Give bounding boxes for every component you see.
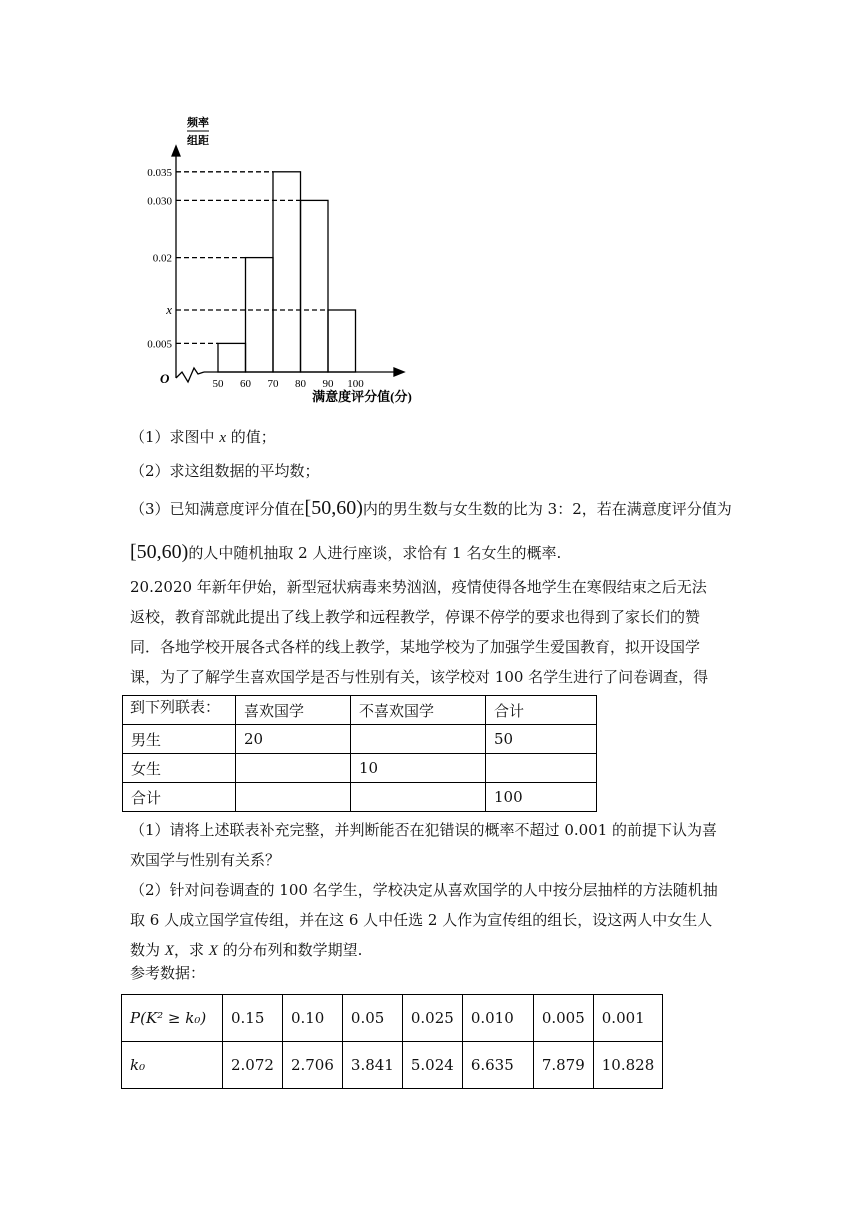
table-cell: [486, 754, 597, 783]
chart-origin-label: O: [160, 371, 170, 386]
table-cell: 50: [486, 725, 597, 754]
table-cell: 不喜欢国学: [351, 696, 486, 725]
table-cell: 0.010: [462, 995, 533, 1042]
table-cell: 7.879: [533, 1042, 593, 1089]
x-axis-arrow: [394, 368, 404, 376]
table-row: [123, 783, 597, 812]
table-header-row: [123, 696, 597, 725]
table-cell: 合计: [486, 696, 597, 725]
interval-50-60: [50,60): [304, 497, 363, 519]
table-cell: 2.072: [223, 1042, 283, 1089]
y-tick-label: 0.030: [147, 195, 172, 208]
table-cell: 6.635: [462, 1042, 533, 1089]
q20-intro: 20.2020 年新年伊始，新型冠状病毒来势汹汹，疫情使得各地学生在寒假结束之后无法返校，教育部就此提出了线上教学和远程教学，停课不停学的要求也得到了家长们的赞同．各地学校开展各式各样的线上教学，某地学校为了加强学生爱国教育，拟开设国学课，为了了解学生喜欢国学是否与性别有关，该学校对 100 名学生进行了问卷调查，得到下列联表：: [130, 578, 709, 716]
y-tick-label: 0.005: [147, 338, 172, 351]
x-tick-label: 80: [295, 378, 306, 390]
interval-50-60: [50,60): [130, 541, 189, 563]
table-cell: 女生: [123, 754, 236, 783]
table-row-label: P(K² ≥ k₀): [122, 995, 223, 1042]
table-row: [123, 725, 597, 754]
q20-part1: （1）请将上述联表补充完整，并判断能否在犯错误的概率不超过 0.001 的前提下认为喜欢国学与性别有关系？: [130, 821, 718, 869]
q19-part3-line2: [50,60)的人中随机抽取 2 人进行座谈，求恰有 1 名女生的概率.: [130, 541, 562, 563]
y-axis-arrow: [172, 146, 180, 156]
histogram-bar: [328, 310, 356, 372]
table-cell: 3.841: [342, 1042, 402, 1089]
table-cell: 0.025: [402, 995, 462, 1042]
x-tick-label: 70: [267, 378, 279, 390]
table-cell: 20: [236, 725, 351, 754]
x-tick-label: 60: [240, 378, 251, 390]
table-row: [122, 1042, 663, 1089]
table-cell: [236, 783, 351, 812]
chart-xlabel: 满意度评分值(分): [312, 389, 412, 404]
table-row-label: k₀: [122, 1042, 223, 1089]
table-cell: [351, 725, 486, 754]
table-cell: 喜欢国学: [236, 696, 351, 725]
table-cell: 男生: [123, 725, 236, 754]
y-tick-label: 0.02: [152, 252, 172, 265]
q20-part2: （2）针对问卷调查的 100 名学生，学校决定从喜欢国学的人中按分层抽样的方法随机抽取 6 人成立国学宣传组，并在这 6 人中任选 2 人作为宣传组的组长，设这两人中女生人数为 X，求 X 的分布列和数学期望.: [130, 881, 718, 959]
reference-table: [121, 994, 663, 1089]
table-row: [122, 995, 663, 1042]
table-cell: 10: [351, 754, 486, 783]
q19-part1: （1）求图中 x 的值；: [130, 428, 276, 446]
table-cell: 0.001: [593, 995, 663, 1042]
table-row: [123, 754, 597, 783]
table-cell: [351, 783, 486, 812]
chart-ylabel-bottom: 组距: [187, 135, 209, 147]
table-cell: 100: [486, 783, 597, 812]
histogram-chart: [140, 110, 440, 410]
x-tick-label: 50: [212, 378, 224, 390]
table-cell: 0.05: [342, 995, 402, 1042]
table-cell: 0.15: [223, 995, 283, 1042]
table-cell: [123, 696, 236, 725]
y-tick-label: 0.035: [147, 166, 172, 179]
table-cell: 2.706: [282, 1042, 342, 1089]
table-cell: 0.005: [533, 995, 593, 1042]
chart-ylabel-top: 频率: [187, 117, 209, 129]
table-cell: 合计: [123, 783, 236, 812]
x-tick-label: 100: [347, 378, 364, 390]
histogram-bar: [246, 258, 274, 372]
reference-data-label: 参考数据：: [130, 964, 206, 982]
table-cell: 5.024: [402, 1042, 462, 1089]
histogram-bar: [301, 200, 329, 372]
axis-break: [176, 368, 204, 382]
table-cell: 10.828: [593, 1042, 663, 1089]
contingency-table: [122, 695, 597, 812]
table-cell: 0.10: [282, 995, 342, 1042]
x-tick-label: 90: [322, 378, 334, 390]
histogram-bar: [218, 343, 246, 372]
y-tick-label: x: [166, 302, 172, 317]
q19-part3-line1: （3）已知满意度评分值在[50,60)内的男生数与女生数的比为 3：2，若在满意度评分值为: [130, 497, 732, 519]
q19-part2: （2）求这组数据的平均数；: [130, 462, 320, 480]
histogram-bar: [273, 172, 301, 372]
table-cell: [236, 754, 351, 783]
